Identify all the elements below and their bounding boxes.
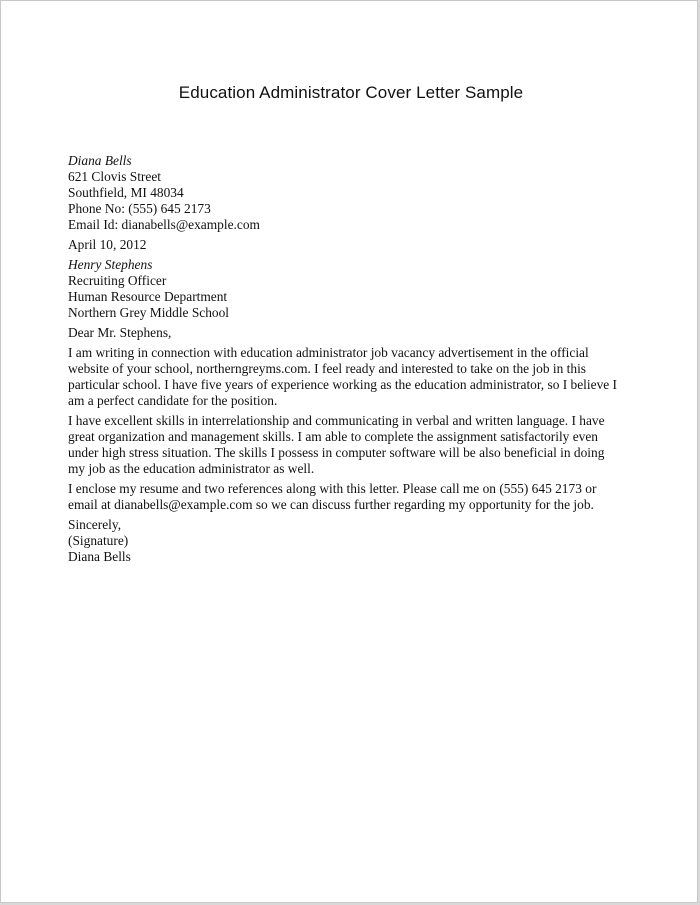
document-title: Education Administrator Cover Letter Sample [178,83,524,102]
signature-placeholder: (Signature) [68,533,129,548]
recipient-role: Recruiting Officer [68,273,167,288]
paragraph-1 [68,345,648,409]
sign-off: Sincerely, [68,517,122,532]
recipient-block [68,257,648,321]
closing-block [68,517,648,565]
recipient-department: Human Resource Department [68,289,228,304]
sender-phone: Phone No: (555) 645 2173 [68,201,211,216]
paragraph-line: I have excellent skills in interrelationship and communicating in verbal and written language. I have [68,413,605,428]
recipient-school: Northern Grey Middle School [68,305,230,320]
paragraph-line: under high stress situation. The skills I possess in computer software will be also beneficial in doing [68,445,605,460]
paragraph-line: I am writing in connection with education administrator job vacancy advertisement in the official [68,345,589,360]
salutation-block [68,325,648,341]
paragraph-2 [68,413,648,477]
sender-email: Email Id: dianabells@example.com [68,217,260,232]
recipient-name: Henry Stephens [68,257,153,272]
paragraph-line: email at dianabells@example.com so we can discuss further regarding my opportunity for the job. [68,497,594,512]
paragraph-line: my job as the education administrator as well. [68,461,315,476]
closing-name: Diana Bells [68,549,131,564]
paragraph-line: I enclose my resume and two references along with this letter. Please call me on (555) 645 2173 or [68,481,597,496]
cover-letter [68,153,648,565]
sender-block [68,153,648,233]
sender-city: Southfield, MI 48034 [68,185,184,200]
paragraph-line: website of your school, northerngreyms.com. I feel ready and interested to take on the job in this [68,361,586,376]
letter-date: April 10, 2012 [68,237,147,252]
paragraph-3 [68,481,648,513]
paragraph-line: particular school. I have five years of experience working as the education administrator, so I believe I [68,377,618,392]
paragraph-line: am a perfect candidate for the position. [68,393,278,408]
paragraph-line: great organization and management skills. I am able to complete the assignment satisfactorily even [68,429,599,444]
salutation: Dear Mr. Stephens, [68,325,172,340]
sender-name: Diana Bells [68,153,132,168]
sender-street: 621 Clovis Street [68,169,161,184]
letter-date-block [68,237,648,253]
